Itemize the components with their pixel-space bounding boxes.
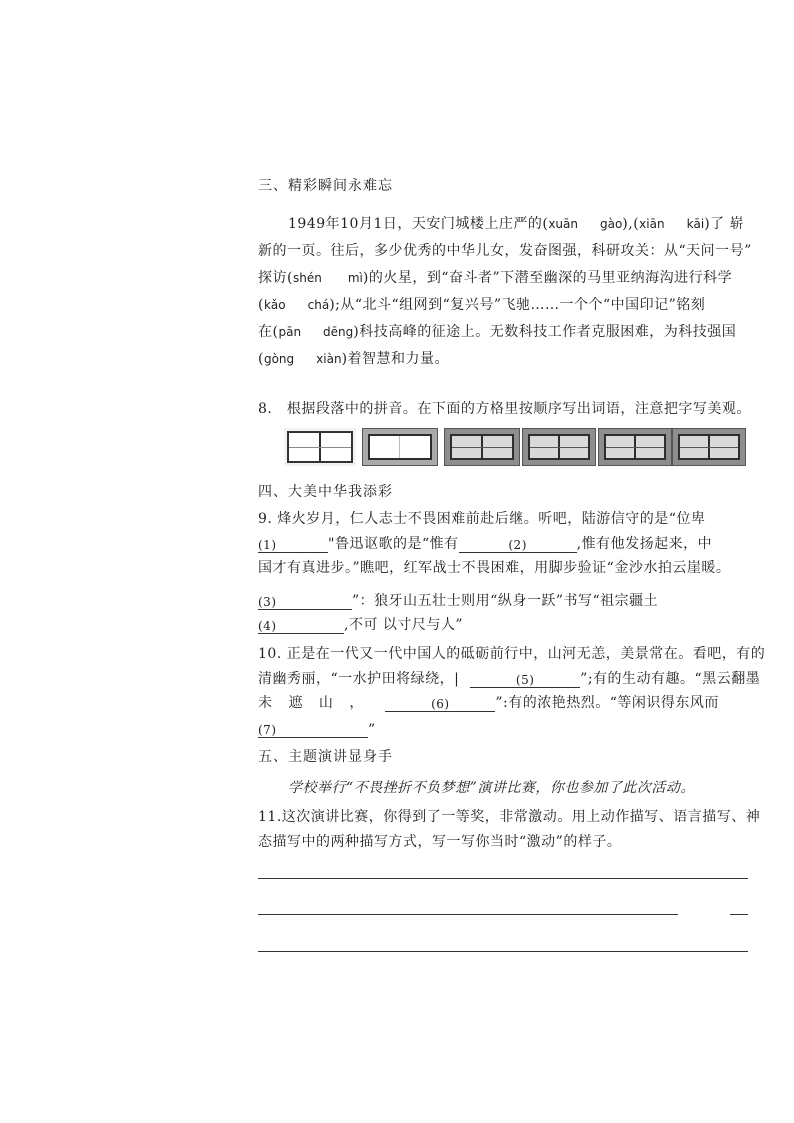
writing-grid-5[interactable] [598, 428, 672, 466]
pinyin: pān [278, 325, 302, 339]
question-text: ,惟有他发扬起来，中 [576, 536, 713, 552]
passage-line-4 [258, 294, 705, 314]
pinyin: dēng [323, 325, 354, 339]
question-11-line-2: 态描写中的两种描写方式，写一写你当时“激动”的样子。 [258, 834, 622, 850]
question-10-line-3 [258, 692, 719, 712]
blank-6[interactable]: (6) [385, 697, 495, 712]
passage-line-5 [258, 321, 736, 341]
passage-text: 探访( [258, 270, 293, 286]
question-11-line-1: 11.这次演讲比赛，你得到了一等奖，非常激动。用上动作描写、语言描写、神 [258, 809, 761, 825]
pinyin: xiān [639, 217, 665, 231]
question-10-line-1: 10. 正是在一代又一代中国人的砥砺前行中，山河无恙，美景常在。看吧，有的 [258, 646, 766, 662]
passage-text: ( [258, 297, 264, 313]
question-10-line-2: 清幽秀丽，“一水护田将绿绕，| (5) ”;有的生动有趣。“黑云翻墨 [258, 671, 761, 687]
writing-grid-1[interactable] [284, 428, 356, 466]
pinyin: shén [292, 271, 322, 285]
question-text: ,不可 以寸尺与人” [344, 617, 464, 633]
question-9-line-2: (1) "鲁迅讴歌的是“惟有 (2) ,惟有他发扬起来，中 [258, 536, 713, 552]
blank-1[interactable]: (1) [258, 538, 328, 553]
passage-line-2: 新的一页。往后，多少优秀的中华儿女，发奋图强，科研攻关：从“天问一号” [258, 243, 752, 259]
question-text: ”;有的生动有趣。“黑云翻墨 [580, 671, 761, 687]
question-text: 未 遮 山 ， [258, 695, 370, 711]
section5-heading: 五、主题演讲显身手 [258, 749, 393, 765]
question-8: 8. 根据段落中的拼音。在下面的方格里按顺序写出词语，注意把字写美观。 [258, 401, 751, 417]
question-10-line-4 [258, 722, 376, 738]
passage-text: 1949年10月1日，天安门城楼上庄严的( [288, 216, 549, 232]
blank-2[interactable]: (2) [459, 538, 577, 553]
passage-text: 在( [258, 324, 279, 340]
question-text: ” [368, 722, 376, 738]
passage-line-1 [288, 213, 744, 233]
question-text: 鲁迅讴歌的是“惟有 [334, 536, 459, 552]
pinyin: kǎo [263, 298, 286, 312]
passage-text: ( [258, 351, 264, 367]
question-9-line-3: 国才有真进步。”瞧吧，红军战士不畏困难，用脚步验证“金沙水拍云崖暖。 [258, 560, 731, 576]
writing-grid-6[interactable] [672, 428, 746, 466]
pinyin: kāi [686, 217, 705, 231]
question-text: ”：狼牙山五壮士则用“纵身一跃”书写“祖宗疆土 [352, 593, 659, 609]
question-9-line-4 [258, 590, 658, 610]
blank-5[interactable]: (5) [470, 673, 580, 688]
blank-7[interactable]: (7) [258, 723, 368, 738]
passage-line-6 [258, 348, 449, 368]
question-9-line-5 [258, 614, 463, 634]
writing-grid-4[interactable] [522, 428, 596, 466]
section3-heading: 三、精彩瞬间永难忘 [258, 178, 393, 194]
answer-line-2[interactable] [258, 914, 678, 915]
passage-text: ),( [622, 216, 640, 232]
passage-text: );从“北斗“组网到“复兴号”飞驰……一个个“中国印记”铭刻 [329, 297, 706, 313]
pinyin: gòng [263, 352, 295, 366]
passage-line-3 [258, 267, 732, 287]
pinyin: gào [599, 217, 623, 231]
pinyin: chá [307, 298, 330, 312]
question-9-line-1: 9. 烽火岁月，仁人志士不畏困难前赴后继。听吧，陆游信守的是“位卑 [258, 511, 706, 527]
blank-3[interactable]: (3) [258, 595, 352, 610]
section5-intro: 学校举行“不畏挫折不负梦想”演讲比赛，你也参加了此次活动。 [288, 780, 695, 796]
blank-4[interactable]: (4) [258, 619, 344, 634]
answer-line-1[interactable] [258, 878, 748, 879]
pinyin: xiàn [316, 352, 342, 366]
writing-grid-2[interactable] [362, 428, 438, 466]
passage-text: )的火星，到“奋斗者”下潜至幽深的马里亚纳海沟进行科学 [362, 270, 733, 286]
pinyin: mì [347, 271, 363, 285]
answer-line-3[interactable] [258, 951, 748, 952]
section4-heading: 四、大美中华我添彩 [258, 484, 393, 500]
answer-line-2-end [730, 914, 748, 915]
pinyin: xuān [548, 217, 578, 231]
writing-grid-3[interactable] [444, 428, 520, 466]
passage-text: )科技高峰的征途上。无数科技工作者克服困难，为科技强国 [353, 324, 737, 340]
question-text: 清幽秀丽，“一水护田将绿绕， [258, 671, 455, 687]
passage-text: )着智慧和力量。 [341, 351, 450, 367]
question-text: ”:有的浓艳热烈。“等闲识得东风而 [495, 695, 719, 711]
passage-text: )了 崭 [704, 216, 745, 232]
